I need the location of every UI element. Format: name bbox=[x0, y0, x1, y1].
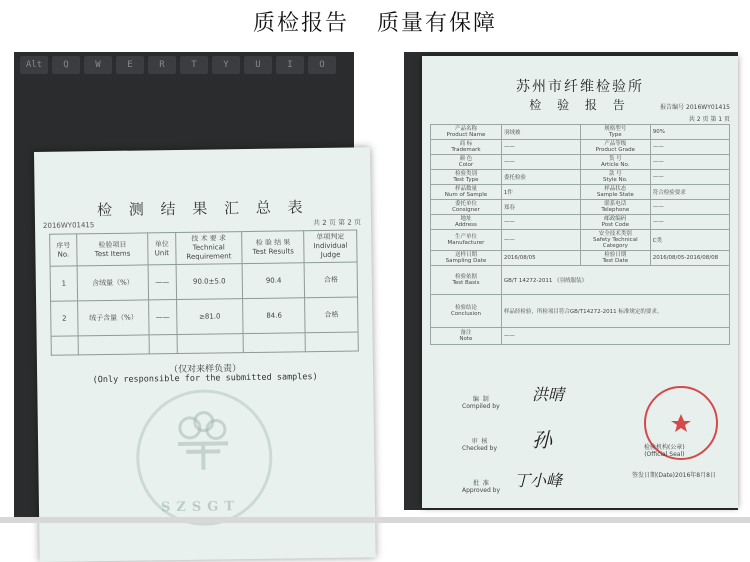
results-cell-empty bbox=[149, 335, 177, 354]
report-cell-l1: 地址 Address bbox=[431, 215, 502, 230]
institute-name: 苏州市纤维检验所 bbox=[516, 79, 644, 95]
report-cell-l1: 颜 色 Color bbox=[431, 155, 502, 170]
table-row-empty bbox=[51, 332, 358, 355]
report-cell-v1: 郑春 bbox=[501, 200, 580, 215]
report-cell-v1: 2016/08/05 bbox=[501, 251, 580, 266]
banner-left-text: 质检报告 bbox=[252, 10, 349, 36]
right-photo bbox=[404, 52, 738, 510]
table-row bbox=[431, 155, 730, 170]
report-cell-l2: 货 号 Article No. bbox=[580, 155, 650, 170]
report-page: 共 2 页 第 1 页 bbox=[688, 116, 730, 123]
results-cell-no: 2 bbox=[51, 301, 78, 336]
summary-report-no: 2016WY01415 bbox=[42, 221, 95, 230]
report-cell-l2: 款 号 Style No. bbox=[580, 170, 650, 185]
report-cell-remark_label: 备注 Note bbox=[431, 328, 502, 345]
report-cell-l1: 样品数量 Num of Sample bbox=[431, 185, 502, 200]
report-cell-v1: 委托检验 bbox=[501, 170, 580, 185]
results-cell-req: ≥81.0 bbox=[176, 299, 243, 335]
results-table bbox=[49, 229, 359, 355]
report-cell-l1: 委托单位 Consigner bbox=[431, 200, 502, 215]
table-row bbox=[431, 185, 730, 200]
table-row bbox=[431, 251, 730, 266]
report-cell-v2: 90% bbox=[650, 125, 729, 140]
results-header-cell: 检 验 结 果 Test Results bbox=[242, 231, 304, 264]
report-cell-l2: 检验日期 Test Date bbox=[580, 251, 650, 266]
disclaimer-cn: （仅对来样负责） bbox=[168, 364, 242, 376]
report-cell-l1: 送样日期 Sampling Date bbox=[431, 251, 502, 266]
results-cell-unit: —— bbox=[149, 300, 177, 335]
table-row bbox=[51, 297, 358, 336]
report-cell-l2: 安全技术类别 Safety Technical Category bbox=[580, 230, 650, 251]
report-cell-v2: C类 bbox=[650, 230, 729, 251]
report-cell-v1: —— bbox=[501, 140, 580, 155]
report-cell-v1: —— bbox=[501, 230, 580, 251]
results-cell-empty bbox=[51, 336, 78, 355]
table-row bbox=[431, 125, 730, 140]
compiled-label: 编 制 Compiled by bbox=[462, 396, 500, 410]
results-cell-no: 1 bbox=[50, 266, 77, 301]
results-header-cell: 检验项目 Test Items bbox=[77, 233, 149, 266]
table-row bbox=[431, 170, 730, 185]
results-cell-item: 绒子含量（%） bbox=[78, 300, 150, 336]
keyboard-key: I bbox=[276, 56, 304, 74]
report-cell-basis: GB/T 14272-2011 《羽绒服装》 bbox=[501, 266, 729, 295]
table-row bbox=[431, 295, 730, 328]
report-cell-v2: 2016/08/05-2016/08/08 bbox=[650, 251, 729, 266]
keyboard-key: W bbox=[84, 56, 112, 74]
report-cell-v1: —— bbox=[501, 155, 580, 170]
table-row bbox=[431, 215, 730, 230]
results-cell-result: 90.4 bbox=[242, 263, 304, 299]
watermark-emblem bbox=[168, 411, 239, 472]
banner bbox=[0, 0, 750, 42]
banner-right-text: 质量有保障 bbox=[377, 10, 498, 36]
keyboard-key: Q bbox=[52, 56, 80, 74]
approved-label: 批 准 Approved by bbox=[462, 480, 501, 494]
report-cell-l1: 商 标 Trademark bbox=[431, 140, 502, 155]
report-cell-l1: 生产单位 Manufacturer bbox=[431, 230, 502, 251]
report-cell-v1: 1件 bbox=[501, 185, 580, 200]
report-cell-l1: 产品名称 Product Name bbox=[431, 125, 502, 140]
results-cell-result: 84.6 bbox=[243, 298, 305, 334]
keyboard-key: U bbox=[244, 56, 272, 74]
report-cell-conclusion_label: 检验结论 Conclusion bbox=[431, 295, 502, 328]
signature-compiled: 洪晴 bbox=[532, 385, 565, 404]
report-cell-remark: —— bbox=[501, 328, 729, 345]
report-cell-v2: —— bbox=[650, 200, 729, 215]
report-cell-l2: 规格型号 Type bbox=[580, 125, 650, 140]
results-cell-empty bbox=[305, 332, 358, 352]
disclaimer-en: (Only responsible for the submitted samples) bbox=[92, 372, 318, 386]
results-cell-empty bbox=[243, 333, 305, 353]
summary-title: 检 测 结 果 汇 总 表 bbox=[96, 198, 309, 220]
results-cell-item: 含绒量（%） bbox=[77, 265, 149, 301]
test-summary-sheet bbox=[34, 147, 376, 562]
report-title: 检 验 报 告 bbox=[529, 98, 631, 112]
keyboard-key: O bbox=[308, 56, 336, 74]
table-row bbox=[431, 200, 730, 215]
results-header-cell: 技 术 要 求 Technical Requirement bbox=[175, 232, 242, 265]
report-cell-l2: 邮政编码 Post Code bbox=[580, 215, 650, 230]
watermark-text: SZSGT bbox=[160, 499, 241, 516]
report-cell-v2: 符合检验要求 bbox=[650, 185, 729, 200]
keyboard-key: R bbox=[148, 56, 176, 74]
report-cell-l2: 联系电话 Telephone bbox=[580, 200, 650, 215]
report-cell-v2: —— bbox=[650, 155, 729, 170]
report-cell-basis_label: 检验依据 Test Basis bbox=[431, 266, 502, 295]
report-cell-v1: 羽绒被 bbox=[501, 125, 580, 140]
inspection-report bbox=[422, 56, 738, 508]
table-row bbox=[431, 140, 730, 155]
keyboard-key: Y bbox=[212, 56, 240, 74]
report-number: 报告编号 2016WY01415 bbox=[660, 104, 730, 111]
keyboard-key: E bbox=[116, 56, 144, 74]
results-cell-empty bbox=[177, 334, 244, 354]
signature-approved: 丁小峰 bbox=[514, 471, 563, 490]
report-cell-v1: —— bbox=[501, 215, 580, 230]
results-header-cell: 单位 Unit bbox=[148, 233, 176, 265]
left-photo bbox=[14, 52, 362, 517]
report-cell-v2: —— bbox=[650, 215, 729, 230]
table-row bbox=[50, 262, 357, 301]
keyboard-key: Alt bbox=[20, 56, 48, 74]
results-cell-unit: —— bbox=[148, 265, 176, 300]
report-cell-l2: 样品状态 Sample State bbox=[580, 185, 650, 200]
report-table bbox=[430, 124, 730, 345]
report-cell-l2: 产品等级 Product Grade bbox=[580, 140, 650, 155]
results-cell-judge: 合格 bbox=[304, 262, 357, 298]
results-cell-req: 90.0±5.0 bbox=[176, 264, 243, 300]
report-cell-conclusion: 样品经检验，所检项目符合GB/T14272-2011 标准规定的要求。 bbox=[501, 295, 729, 328]
keyboard-row bbox=[14, 56, 360, 78]
stamp-label: 检验机构(公章) (Official Seal) bbox=[644, 444, 685, 458]
signature-checked: 孙 bbox=[532, 428, 552, 452]
results-cell-judge: 合格 bbox=[305, 297, 358, 333]
table-row bbox=[431, 230, 730, 251]
report-cell-v2: —— bbox=[650, 170, 729, 185]
results-header-cell: 单项判定 Individual Judge bbox=[304, 230, 357, 263]
keyboard-key: T bbox=[180, 56, 208, 74]
results-header-cell: 序号 No. bbox=[50, 234, 77, 266]
issue-date: 签发日期(Date)2016年8月8日 bbox=[632, 472, 716, 479]
results-cell-empty bbox=[78, 335, 150, 355]
table-row bbox=[431, 328, 730, 345]
report-cell-l1: 检验类别 Test Type bbox=[431, 170, 502, 185]
bottom-strip bbox=[0, 517, 750, 523]
report-cell-v2: —— bbox=[650, 140, 729, 155]
summary-page: 共 2 页 第 2 页 bbox=[312, 218, 362, 228]
checked-label: 审 核 Checked by bbox=[462, 438, 498, 452]
table-row bbox=[431, 266, 730, 295]
